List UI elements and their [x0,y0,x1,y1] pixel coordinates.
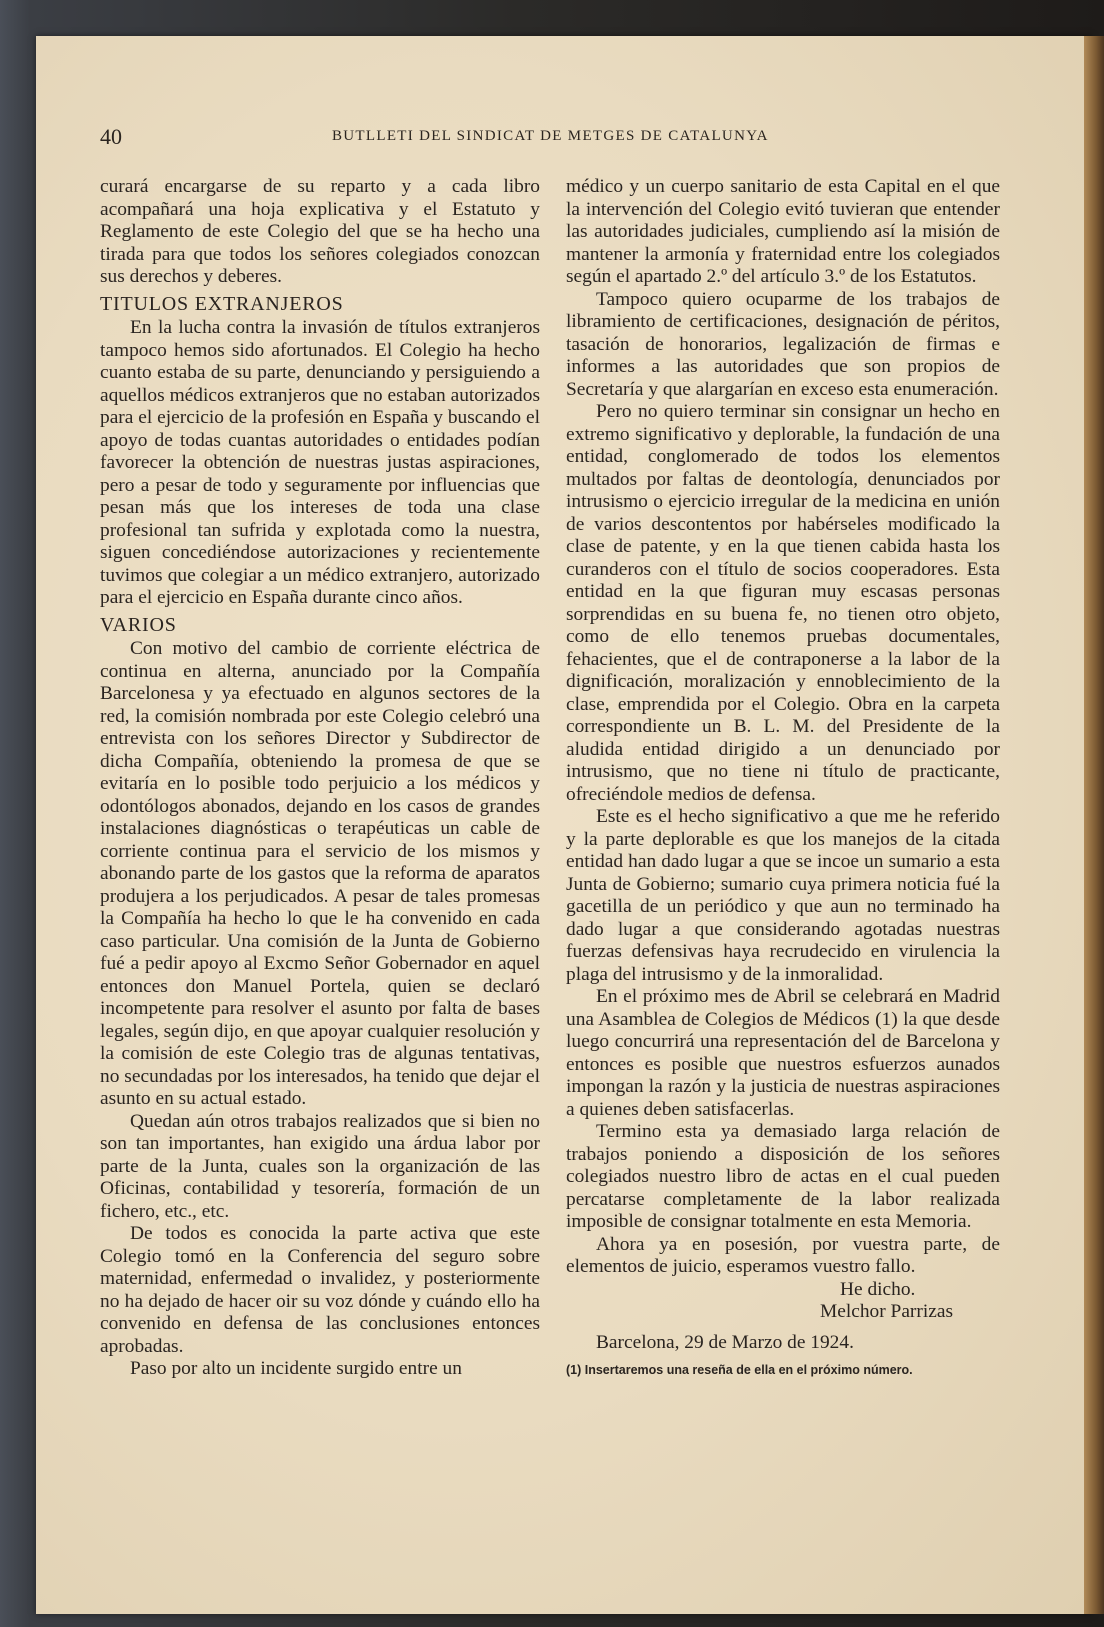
book-spine [1084,36,1104,1614]
paragraph: En el próximo mes de Abril se celebrará en Madrid una Asamblea de Colegios de Médicos (1) la que desde luego concurrirá una representación del de Barcelona y entonces es posible que nuestros esfuerzos aunados impongan la razón y la justicia de nuestras aspiraciones a quienes deben satisfacerlas. [566,986,1000,1120]
paragraph: Paso por alto un incidente surgido entre un [130,1358,462,1379]
signature: Melchor Parrizas [820,1301,953,1322]
paragraph: Pero no quiero terminar sin consignar un hecho en extremo significativo y deplorable, la fundación de una entidad, conglomerado de todos los elementos multados por faltas de deontología, denunciados por intrusismo o ejercicio irregular de la medicina en unión de varios descontentos por habérseles modificado la clase de patente, y en la que tienen cabida hasta los curanderos con el título de socios cooperadores. Esta entidad en la que figuran muy escasas personas sorprendidas en su buena fe, no tienen otro objeto, como de ello tenemos pruebas documentales, fehacientes, que el de contraponerse a la labor de la dignificación, moralización y ennoblecimiento de la clase, emprendida por el Colegio. Obra en la carpeta correspondiente un B. L. M. del Presidente de la aludida entidad dirigido a un denunciado por intrusismo, que no tiene ni título de practicante, ofreciéndole medios de defensa. [566,401,1000,805]
page-header [100,124,1020,150]
paragraph: Ahora ya en posesión, por vuestra parte, de elementos de juicio, esperamos vuestro fallo. [566,1233,1000,1277]
place-date: Barcelona, 29 de Marzo de 1924. [596,1331,854,1353]
paragraph: En la lucha contra la invasión de títulos extranjeros tampoco hemos sido afortunados. El Colegio ha hecho cuanto estaba de su parte, denunciando y persiguiendo a aquellos médicos extranjeros que no estaban autorizados para el ejercicio de la profesión en España y buscando el apoyo de todas cuantas autoridades o entidades podían favorecer la obtención de nuestras justas aspiraciones, pero a pesar de todo y seguramente por influencias que pesan más que los intereses de toda una clase profesional tan sufrida y explotada como la nuestra, siguen concediéndose autorizaciones y recientemente tuvimos que colegiar a un médico extranjero, autorizado para el ejercicio en España durante cinco años. [100,317,540,608]
paragraph: Con motivo del cambio de corriente eléctrica de continua en alterna, anunciado por la Compañía Barcelonesa y ya efectuado en algunos sectores de la red, la comisión nombrada por este Colegio celebró una entrevista con los señores Director y Subdirector de dicha Compañía, obteniendo la promesa de que se evitaría en lo posible todo perjuicio a los médicos y odontólogos abonados, dejando en los casos de grandes instalaciones diagnósticas o terapéuticas un cable de corriente continua para el servicio de los mismos y abonando parte de los gastos que la reforma de aparatos produjera a los perjudicados. A pesar de tales promesas la Compañía ha hecho lo que le ha convenido en cada caso particular. Una comisión de la Junta de Gobierno fué a pedir apoyo al Excmo Señor Gobernador en aquel entonces don Manuel Portela, quien se declaró incompetente para resolver el asunto por falta de bases legales, según dijo, en que apoyar cualquier resolución y la comisión de este Colegio tras de algunas tentativas, no secundadas por los interesados, ha tenido que dejar el asunto en su actual estado. [100,638,540,1109]
paragraph: médico y un cuerpo sanitario de esta Capital en el que la intervención del Colegio evitó tuvieran que entender las autoridades judiciales, cumpliendo así la misión de mantener la armonía y fraternidad entre los colegiados según el apartado 2.º del artículo 3.º de los Estatutos. [566,176,1000,287]
paragraph: Termino esta ya demasiado larga relación de trabajos poniendo a disposición de los señores colegiados nuestro libro de actas en el cual pueden percatarse completamente de la labor realizada imposible de consignar totalmente en esta Memoria. [566,1121,1000,1232]
paragraph: Quedan aún otros trabajos realizados que si bien no son tan importantes, han exigido una árdua labor por parte de la Junta, cuales son la organización de las Oficinas, contabilidad y tesorería, formación de un fichero, etc., etc. [100,1110,540,1222]
running-head: BUTLLETI DEL SINDICAT DE METGES DE CATALUNYA [332,128,769,144]
paragraph: curará encargarse de su reparto y a cada libro acompañará una hoja explicativa y el Estatuto y Reglamento de este Colegio del que se ha hecho una tirada para que todos los señores colegiados conozcan sus derechos y deberes. [100,176,540,287]
section-heading: TITULOS EXTRANJEROS [100,292,344,315]
section-heading: VARIOS [100,613,177,636]
sign-off: He dicho. [840,1278,916,1300]
left-column [100,176,540,1381]
right-column [566,176,1000,1378]
paragraph: De todos es conocida la parte activa que este Colegio tomó en la Conferencia del seguro sobre maternidad, enfermedad o invalidez, y posteriormente no ha dejado de hacer oir su voz dónde y cuándo ello ha convenido en defensa de las conclusiones entonces aprobadas. [100,1223,540,1357]
paragraph: Este es el hecho significativo a que me he referido y la parte deplorable es que los manejos de la citada entidad han dado lugar a que se incoe un sumario a esta Junta de Gobierno; sumario cuya primera noticia fué la gacetilla de un periódico y que aun no terminado ha dado lugar a que considerando agotadas nuestras fuerzas defensivas haya recrudecido en virulencia la plaga del intrusismo y de la inmoralidad. [566,806,1000,985]
paragraph: Tampoco quiero ocuparme de los trabajos de libramiento de certificaciones, designación de péritos, tasación de honorarios, legalización de firmas e informes a las autoridades que son propios de Secretaría y que alargarían en exceso esta enumeración. [566,288,1000,400]
page-number: 40 [100,124,122,149]
footnote: (1) Insertaremos una reseña de ella en el próximo número. [566,1363,913,1377]
